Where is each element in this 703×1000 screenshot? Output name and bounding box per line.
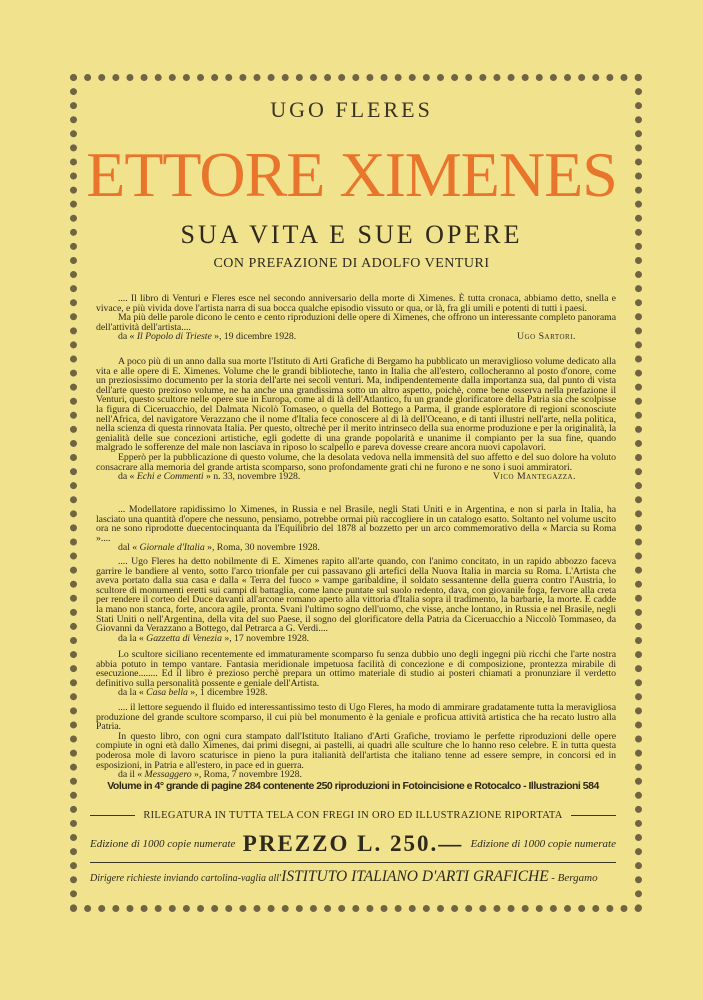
- review-block: [96, 357, 616, 482]
- edition-note-left: Edizione di 1000 copie numerate: [90, 838, 236, 850]
- source-title: Casa bella: [146, 687, 188, 699]
- binding-text: RILEGATURA IN TUTTA TELA CON FREGI IN ORO ED ILLUSTRAZIONE RIPORTATA: [143, 810, 563, 821]
- book-author: UGO FLERES: [270, 97, 433, 122]
- review-block: [96, 557, 616, 644]
- review-source: dal « Giornale d'Italia », Roma, 30 novembre 1928.: [118, 542, 320, 554]
- edition-note-right: Edizione di 1000 copie numerate: [470, 838, 616, 850]
- publisher-city: - Bergamo: [551, 872, 598, 884]
- review-paragraph: Ma più delle parole dicono le cento e cento riproduzioni delle opere di Ximenes, che offrono un interessante completo panorama dell'attività dell'artista....: [96, 312, 616, 333]
- review-paragraph: .... il lettore seguendo il fluido ed interessantissimo testo di Ugo Fleres, ha modo di ammirare gradatamente tutta la meravigliosa produzione del grande scultore scomparso, il cui più bel monumento è la geniale e proficua attività artistica che ha recato lustro alla Patria.: [96, 702, 616, 733]
- review-paragraph: Epperò per la pubblicazione di questo volume, che la desolata vedova nella immensità del suo affetto e del suo dolore ha voluto consacrare alla memoria del grande artista scomparso, sono profondamente grati chi ne furono e ne sono i suoi ammiratori.: [96, 451, 616, 473]
- price: PREZZO L. 250.—: [242, 831, 464, 856]
- review-paragraph: .... Ugo Fleres ha detto nobilmente di E. Ximenes rapito all'arte quando, con l'animo concitato, in un rapido abbozzo faceva garrire le bandiere al vento, sotto l'arco trionfale per cui passavano gli artefici della Nuova Italia in marcia su Roma. L'Artista che aveva portato dalla sua casa e dalla « Terra del fuoco » vampe garibaldine, il soldato sessantenne della guerra contro l'Austria, lo scultore di monumenti eretti sui campi di battaglia, come lance puntate sul suolo redento, dava, con giovanile foga, fervore alla creta per rendere il corteo del Duce davanti all'arcone romano aperto alla vittoria d'Italia sopra il tradimento, la barbarie, la morte. E cadde la mano non stanca, forte, ancora agile, pronta. Svanì l'ultimo sogno dell'uomo, che visse, anche lontano, in Russia e nel Brasile, negli Stati Uniti o nell'Argentina, della vita del suo Paese, il sogno del glorificatore della Patria da Ciceruacchio a Niccolò Tommaseo, da Giovanni da Verazzano a Bottego, dal Petrarca a G. Verdi....: [96, 556, 616, 635]
- review-paragraph: A poco più di un anno dalla sua morte l'Istituto di Arti Grafiche di Bergamo ha pubblicato un meraviglioso volume dedicato alla vita e alle opere di E. Ximenes. Volume che le grandi biblioteche, tanto in Italia che all'estero, collocheranno al posto d'onore, come un preziosissimo documento per la storia dell'arte nei secoli venturi. Ma, indipendentemente dalla importanza sua, dal punto di vista dell'arte questo prezioso volume, ne ha anche una grandissima sotto un altro aspetto, poichè, come bene osserva nella prefazione il Venturi, questo scultore nelle opere sue in Europa, come al di là dell'Atlantico, fu un grande glorificatore della Patria sia che scolpisse la figura di Ciceruacchio, del Dalmata Nicolò Tomaseo, o quella del Bottego a Parma, il grande esploratore di regioni sconosciute nell'Africa, del navigatore Verazzano che il nome d'Italia fece conoscere al di là dell'Oceano, e di tanti illustri nell'arte, nella politica, nella scienza di questa rinnovata Italia. Per questo, oltrechè per il merito intrinseco della sua enorme produzione e per la originalità, la genialità delle sue concezioni artistiche, egli godette di una grande popolarità e unanime il compianto per la sua fine, quando malgrado le sofferenze del male non lasciava in riposo lo scalpello e pareva dovesse creare ancora nuovi capolavori.: [96, 356, 616, 454]
- source-title: Il Popolo di Trieste: [136, 331, 212, 343]
- preface-credit: [0, 256, 703, 272]
- book-title: ETTORE XIMENES: [86, 139, 617, 210]
- preface-name: ADOLFO VENTURI: [361, 256, 490, 271]
- source-title: Gazzetta di Venezia: [146, 632, 222, 644]
- order-instructions: Dirigere richieste inviando cartolina-vaglia all'ISTITUTO ITALIANO D'ARTI GRAFICHE - Bergamo: [90, 868, 598, 885]
- source-title: Echi e Commenti: [136, 471, 204, 483]
- review-source: da la « Gazzetta di Venezia », 17 novembre 1928.: [118, 632, 310, 644]
- divider: [90, 862, 616, 863]
- source-title: Giornale d'Italia: [139, 542, 205, 554]
- publisher-name: ISTITUTO ITALIANO D'ARTI GRAFICHE: [281, 868, 549, 885]
- review-source: da la « Casa bella », 1 dicembre 1928.: [118, 687, 268, 699]
- review-source: da « Il Popolo di Trieste », 19 dicembre 1928. Ugo Sartori.: [118, 331, 576, 343]
- review-paragraph: .... Il libro di Venturi e Fleres esce nel secondo anniversario della morte di Ximenes. È tutta cronaca, abbiamo detto, snella e vivace, e più vivida dove l'artista narra di sua bocca qualche episodio vissuto or qua, or là, fra gli umili e potenti di tutti i paesi.: [96, 293, 616, 314]
- review-block: [96, 505, 616, 553]
- volume-details: Volume in 4° grande di pagine 284 contenente 250 riproduzioni in Fotoincisione e Rotocalco - Illustrazioni 584: [107, 780, 599, 792]
- review-paragraph: ... Modellatore rapidissimo lo Ximenes, in Russia e nel Brasile, negli Stati Uniti e in Argentina, e non si parla in Italia, ha lasciato una quantità d'opere che nessuno, pensiamo, potrebbe ormai più raccogliere in un catalogo esatto. Soltanto nel volume uscito ora ne sono riprodotte duecentocinquanta da l'Equilibrio del 1878 al bozzetto per un arco commemorativo della « Marcia su Roma »....: [96, 504, 616, 544]
- divider: [571, 815, 616, 816]
- binding-line: [90, 810, 616, 821]
- review-block: [96, 703, 616, 780]
- review-block: [96, 650, 616, 698]
- review-source: da il « Messaggero », Roma, 7 novembre 1928.: [118, 769, 302, 781]
- review-block: [96, 294, 616, 342]
- review-paragraph: In questo libro, con ogni cura stampato dall'Istituto Italiano d'Arti Grafiche, troviamo le perfette riproduzioni delle opere compiute in ogni età dallo Ximenes, dai primi disegni, ai pastelli, ai quadri alle sculture che lo hanno reso celebre. E in tutta questa poderosa mole di lavoro scaturisce in pieno la pura italianità dell'artista che italiano tenne ad essere sempre, in concorsi ed in esposizioni, in Patria e all'estero, in pace ed in guerra.: [96, 730, 616, 771]
- book-subtitle: SUA VITA E SUE OPERE: [180, 220, 523, 249]
- review-author: Vico Mantegazza.: [492, 471, 576, 483]
- divider: [90, 815, 135, 816]
- review-author: Ugo Sartori.: [516, 331, 576, 343]
- review-source: da « Echi e Commenti » n. 33, novembre 1928. Vico Mantegazza.: [118, 471, 576, 483]
- source-title: Messaggero: [144, 769, 192, 781]
- preface-prefix: CON PREFAZIONE DI: [213, 256, 358, 271]
- review-paragraph: Lo scultore siciliano recentemente ed immaturamente scomparso fu senza dubbio uno degli ingegni più ricchi che l'arte nostra abbia potuto in tempo vantare. Fantasia meridionale impetuosa facilità di concezione e di composizione, prontezza mirabile di esecuzione........ Ed il libro è prezioso perchè prepara un ottimo materiale di studio ai posteri chiamati a pronunziare il verdetto definitivo sulla personalità possente e geniale dell'Artista.: [96, 649, 616, 689]
- price-row: [90, 831, 616, 857]
